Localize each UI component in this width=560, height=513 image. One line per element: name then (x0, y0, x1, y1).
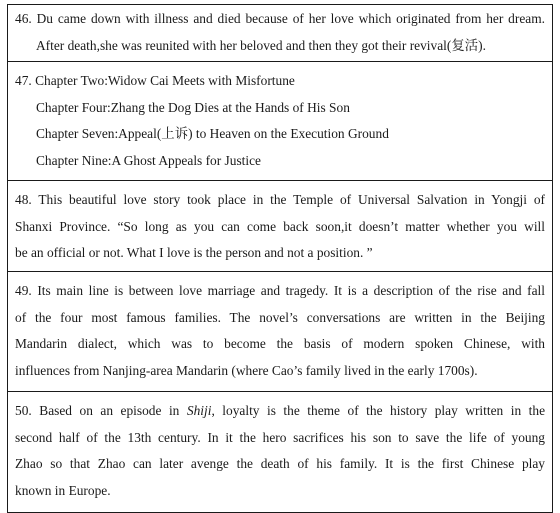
answer-text-pre: Based on an episode in (39, 403, 187, 418)
answer-row-47 (8, 61, 552, 180)
answer-line: Zhao so that Zhao can later avenge the death of his family. It is the first Chinese play (15, 456, 545, 472)
answer-line: influences from Nanjing-area Mandarin (where Cao’s family lived in the early 1700s). (15, 362, 478, 378)
answer-line: be an official or not. What I love is the person and not a position. ” (15, 245, 373, 261)
answer-line: Mandarin dialect, which was to become the basis of modern spoken Chinese, with (15, 336, 545, 352)
answer-line (15, 278, 545, 305)
chapter-title: Chapter Nine:A Ghost Appeals for Justice (36, 152, 261, 168)
answer-line (15, 68, 545, 95)
chapter-title: Chapter Two:Widow Cai Meets with Misfortune (35, 73, 295, 88)
answer-line: of the four most famous families. The novel’s conversations are written in the Beijing (15, 309, 545, 325)
answer-line: known in Europe. (15, 482, 111, 498)
chapter-title: Chapter Four:Zhang the Dog Dies at the Hands of His Son (36, 99, 350, 115)
answer-line (15, 187, 545, 214)
answer-line: Shanxi Province. “So long as you can come back soon,it doesn’t matter whether you will (15, 218, 545, 234)
item-number: 47. (15, 73, 32, 88)
book-title-shiji: Shiji (186, 403, 212, 418)
answer-table (7, 4, 553, 513)
answer-line (15, 6, 545, 33)
answer-row-49 (8, 271, 552, 391)
chapter-title: Chapter Seven:Appeal(上诉) to Heaven on the Execution Ground (36, 126, 389, 142)
item-number: 46. (15, 11, 32, 26)
answer-row-46 (8, 5, 552, 61)
answer-text-post: , loyalty is the theme of the history play written in the (211, 403, 546, 418)
answer-row-48 (8, 180, 552, 271)
item-number: 48. (15, 192, 32, 207)
item-number: 49. (15, 283, 32, 298)
item-number: 50. (15, 403, 32, 418)
answer-line: After death,she was reunited with her beloved and then they got their revival(复活). (36, 37, 486, 53)
answer-row-50 (8, 391, 552, 512)
answer-text: Its main line is between love marriage and tragedy. It is a description of the rise and fall (37, 283, 545, 298)
answer-text: This beautiful love story took place in the Temple of Universal Salvation in Yongji of (38, 192, 545, 207)
answer-line: second half of the 13th century. In it the hero sacrifices his son to save the life of young (15, 429, 545, 445)
answer-text: Du came down with illness and died because of her love which originated from her dream. (36, 11, 545, 26)
answer-line (15, 398, 545, 425)
